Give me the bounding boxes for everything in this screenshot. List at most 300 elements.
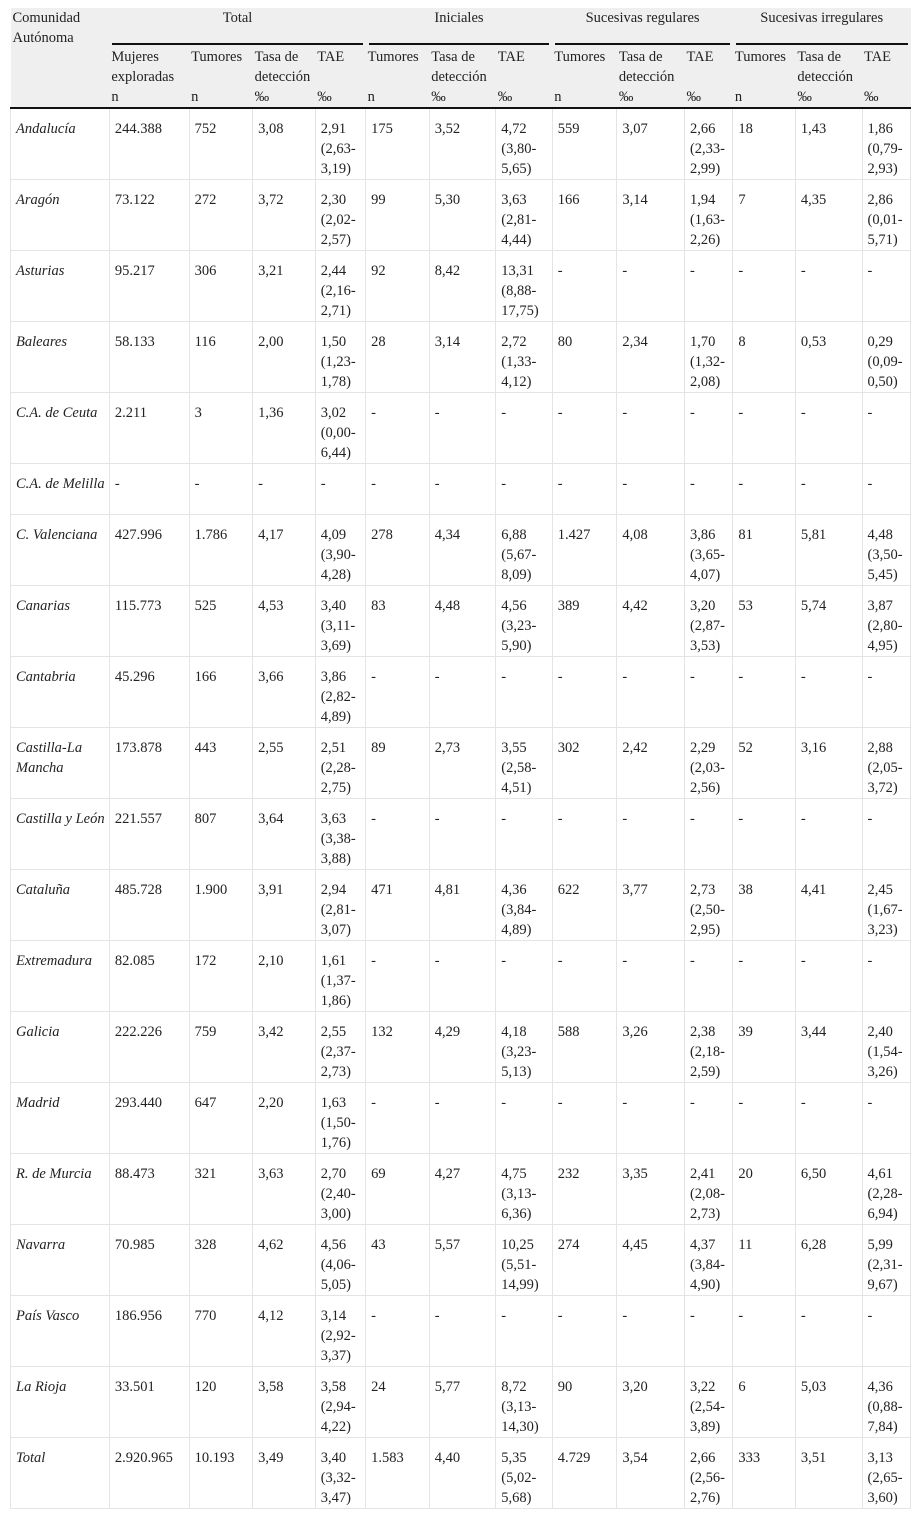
table-cell: - <box>733 1083 796 1154</box>
table-cell: 559 <box>552 108 617 180</box>
table-cell: - <box>617 393 685 464</box>
table-cell: - <box>366 657 430 728</box>
table-cell: - <box>684 1296 732 1367</box>
table-cell: 6 <box>733 1367 796 1438</box>
table-cell: - <box>862 393 911 464</box>
table-cell: 3,40 (3,32-3,47) <box>315 1438 365 1509</box>
table-cell: 6,50 <box>795 1154 862 1225</box>
table-cell: 69 <box>366 1154 430 1225</box>
table-cell: 1.786 <box>189 515 253 586</box>
region-cell: Galicia <box>11 1012 110 1083</box>
header-unit: ‰ <box>429 87 496 108</box>
table-cell: 52 <box>733 728 796 799</box>
table-cell: 5,77 <box>429 1367 496 1438</box>
table-cell: - <box>496 1083 553 1154</box>
region-cell: País Vasco <box>11 1296 110 1367</box>
table-cell: 1,94 (1,63-2,26) <box>684 180 732 251</box>
table-cell: - <box>496 657 553 728</box>
table-cell: 2,88 (2,05-3,72) <box>862 728 911 799</box>
table-row <box>11 393 911 464</box>
table-cell: 1,61 (1,37-1,86) <box>315 941 365 1012</box>
table-cell: 3,26 <box>617 1012 685 1083</box>
table-cell: 1,63 (1,50-1,76) <box>315 1083 365 1154</box>
header-unit: ‰ <box>862 87 911 108</box>
table-row <box>11 180 911 251</box>
table-cell: 302 <box>552 728 617 799</box>
table-row <box>11 1154 911 1225</box>
table-cell: 0,29 (0,09-0,50) <box>862 322 911 393</box>
table-cell: - <box>552 251 617 322</box>
table-cell: 2,38 (2,18-2,59) <box>684 1012 732 1083</box>
table-cell: 2,94 (2,81-3,07) <box>315 870 365 941</box>
region-cell: Castilla y León <box>11 799 110 870</box>
table-cell: - <box>552 799 617 870</box>
table-cell: 3,63 <box>253 1154 316 1225</box>
header-subcolumn: Tumores <box>366 45 430 87</box>
table-cell: 2,66 (2,56-2,76) <box>684 1438 732 1509</box>
table-cell: 3,58 <box>253 1367 316 1438</box>
table-cell: 120 <box>189 1367 253 1438</box>
table-cell: - <box>733 799 796 870</box>
table-cell: 471 <box>366 870 430 941</box>
table-cell: 4,62 <box>253 1225 316 1296</box>
table-cell: - <box>733 1296 796 1367</box>
table-cell: - <box>429 941 496 1012</box>
table-cell: 2.920.965 <box>109 1438 189 1509</box>
table-cell: 293.440 <box>109 1083 189 1154</box>
table-row <box>11 657 911 728</box>
table-cell: 1,70 (1,32-2,08) <box>684 322 732 393</box>
table-cell: 588 <box>552 1012 617 1083</box>
table-cell: - <box>733 941 796 1012</box>
table-cell: - <box>496 1296 553 1367</box>
table-cell: 2,51 (2,28-2,75) <box>315 728 365 799</box>
table-cell: 18 <box>733 108 796 180</box>
table-cell: 2.211 <box>109 393 189 464</box>
table-cell: 2,34 <box>617 322 685 393</box>
table-cell: - <box>733 657 796 728</box>
table-cell: 4,08 <box>617 515 685 586</box>
table-cell: - <box>617 251 685 322</box>
table-cell: 274 <box>552 1225 617 1296</box>
table-cell: - <box>429 1083 496 1154</box>
table-cell: - <box>253 464 316 515</box>
table-cell: 166 <box>189 657 253 728</box>
table-cell: 3,54 <box>617 1438 685 1509</box>
table-cell: 485.728 <box>109 870 189 941</box>
table-row <box>11 586 911 657</box>
table-cell: 4,36 (3,84-4,89) <box>496 870 553 941</box>
table-cell: 89 <box>366 728 430 799</box>
table-cell: 3,20 (2,87-3,53) <box>684 586 732 657</box>
table-cell: 2,86 (0,01-5,71) <box>862 180 911 251</box>
header-subcolumn: TAE <box>496 45 553 87</box>
table-cell: - <box>795 251 862 322</box>
table-cell: 3,52 <box>429 108 496 180</box>
header-subcolumn: Tumores <box>733 45 796 87</box>
table-cell: 2,55 <box>253 728 316 799</box>
table-cell: 11 <box>733 1225 796 1296</box>
table-cell: 1.583 <box>366 1438 430 1509</box>
table-cell: 24 <box>366 1367 430 1438</box>
table-cell: 95.217 <box>109 251 189 322</box>
table-cell: 7 <box>733 180 796 251</box>
table-cell: 443 <box>189 728 253 799</box>
table-cell: 4,09 (3,90-4,28) <box>315 515 365 586</box>
table-cell: 4,17 <box>253 515 316 586</box>
header-subcolumn: Tasa de detección <box>795 45 862 87</box>
table-cell: 173.878 <box>109 728 189 799</box>
table-cell: 2,73 <box>429 728 496 799</box>
table-cell: - <box>552 657 617 728</box>
table-cell: 2,40 (1,54-3,26) <box>862 1012 911 1083</box>
table-cell: 3,91 <box>253 870 316 941</box>
table-cell: - <box>552 1296 617 1367</box>
region-cell: Baleares <box>11 322 110 393</box>
table-cell: - <box>366 799 430 870</box>
table-cell: 306 <box>189 251 253 322</box>
table-cell: 2,73 (2,50-2,95) <box>684 870 732 941</box>
table-cell: 4,42 <box>617 586 685 657</box>
table-cell: 3,55 (2,58-4,51) <box>496 728 553 799</box>
table-cell: 53 <box>733 586 796 657</box>
table-cell: - <box>684 251 732 322</box>
table-cell: 88.473 <box>109 1154 189 1225</box>
header-unit: ‰ <box>617 87 685 108</box>
table-cell: 8 <box>733 322 796 393</box>
table-header <box>11 8 911 108</box>
header-subcolumn: Tasa de detección <box>253 45 316 87</box>
table-cell: 0,53 <box>795 322 862 393</box>
header-unit: n <box>552 87 617 108</box>
table-cell: 807 <box>189 799 253 870</box>
table-cell: 2,00 <box>253 322 316 393</box>
table-cell: 4,35 <box>795 180 862 251</box>
table-cell: 3,63 (2,81-4,44) <box>496 180 553 251</box>
table-cell: - <box>496 799 553 870</box>
table-cell: 3,07 <box>617 108 685 180</box>
table-cell: 244.388 <box>109 108 189 180</box>
region-cell: La Rioja <box>11 1367 110 1438</box>
table-cell: 759 <box>189 1012 253 1083</box>
header-subcolumn: Tumores <box>552 45 617 87</box>
table-cell: - <box>795 941 862 1012</box>
table-cell: 33.501 <box>109 1367 189 1438</box>
table-cell: 2,20 <box>253 1083 316 1154</box>
header-subcolumn: TAE <box>315 45 365 87</box>
table-cell: 82.085 <box>109 941 189 1012</box>
table-cell: - <box>862 251 911 322</box>
table-cell: 10.193 <box>189 1438 253 1509</box>
table-cell: - <box>733 393 796 464</box>
table-cell: - <box>429 393 496 464</box>
region-cell: Andalucía <box>11 108 110 180</box>
table-cell: 4,41 <box>795 870 862 941</box>
table-row <box>11 1012 911 1083</box>
table-cell: 5,81 <box>795 515 862 586</box>
table-cell: - <box>795 1296 862 1367</box>
table-cell: 2,91 (2,63-3,19) <box>315 108 365 180</box>
table-cell: 5,35 (5,02-5,68) <box>496 1438 553 1509</box>
table-cell: 2,45 (1,67-3,23) <box>862 870 911 941</box>
region-cell: C. Valenciana <box>11 515 110 586</box>
table-cell: - <box>795 1083 862 1154</box>
table-cell: - <box>795 799 862 870</box>
table-cell: - <box>429 657 496 728</box>
table-cell: 2,70 (2,40-3,00) <box>315 1154 365 1225</box>
header-unit: ‰ <box>253 87 316 108</box>
table-cell: 92 <box>366 251 430 322</box>
header-unit: n <box>733 87 796 108</box>
table-cell: 83 <box>366 586 430 657</box>
table-row <box>11 799 911 870</box>
table-cell: 2,55 (2,37-2,73) <box>315 1012 365 1083</box>
table-cell: 6,88 (5,67-8,09) <box>496 515 553 586</box>
table-row <box>11 728 911 799</box>
table-row <box>11 870 911 941</box>
table-cell: 2,30 (2,02-2,57) <box>315 180 365 251</box>
table-row <box>11 251 911 322</box>
table-body <box>11 108 911 1509</box>
table-cell: 3,21 <box>253 251 316 322</box>
header-unit: ‰ <box>684 87 732 108</box>
region-cell: Navarra <box>11 1225 110 1296</box>
header-unit: n <box>366 87 430 108</box>
table-cell: 28 <box>366 322 430 393</box>
table-cell: - <box>617 1296 685 1367</box>
table-cell: 272 <box>189 180 253 251</box>
table-cell: 172 <box>189 941 253 1012</box>
table-cell: - <box>684 393 732 464</box>
table-cell: - <box>617 464 685 515</box>
table-cell: 90 <box>552 1367 617 1438</box>
table-cell: - <box>617 1083 685 1154</box>
table-cell: - <box>366 393 430 464</box>
table-cell: - <box>617 657 685 728</box>
table-cell: - <box>552 393 617 464</box>
table-cell: - <box>684 1083 732 1154</box>
table-cell: - <box>684 657 732 728</box>
table-cell: - <box>189 464 253 515</box>
table-cell: 4,48 <box>429 586 496 657</box>
table-cell: 2,41 (2,08-2,73) <box>684 1154 732 1225</box>
table-cell: - <box>733 464 796 515</box>
table-cell: 3,64 <box>253 799 316 870</box>
table-cell: 4.729 <box>552 1438 617 1509</box>
table-row <box>11 1225 911 1296</box>
table-cell: 4,45 <box>617 1225 685 1296</box>
table-cell: 4,75 (3,13-6,36) <box>496 1154 553 1225</box>
table-cell: 4,53 <box>253 586 316 657</box>
table-cell: 3,86 (3,65-4,07) <box>684 515 732 586</box>
table-cell: 175 <box>366 108 430 180</box>
table-cell: - <box>862 941 911 1012</box>
table-cell: 2,72 (1,33-4,12) <box>496 322 553 393</box>
table-cell: - <box>552 464 617 515</box>
table-cell: - <box>684 941 732 1012</box>
table-row <box>11 322 911 393</box>
table-cell: 3,22 (2,54-3,89) <box>684 1367 732 1438</box>
table-cell: 8,42 <box>429 251 496 322</box>
table-cell: - <box>684 799 732 870</box>
table-cell: 3,77 <box>617 870 685 941</box>
table-cell: 13,31 (8,88-17,75) <box>496 251 553 322</box>
table-cell: 2,42 <box>617 728 685 799</box>
table-cell: 116 <box>189 322 253 393</box>
table-cell: 4,61 (2,28-6,94) <box>862 1154 911 1225</box>
table-cell: 4,40 <box>429 1438 496 1509</box>
table-cell: 70.985 <box>109 1225 189 1296</box>
header-subcolumn: Tumores <box>189 45 253 87</box>
header-group-iniciales: Iniciales <box>366 8 553 45</box>
region-cell: Asturias <box>11 251 110 322</box>
table-cell: 132 <box>366 1012 430 1083</box>
table-cell: 43 <box>366 1225 430 1296</box>
table-cell: 278 <box>366 515 430 586</box>
table-cell: 3,08 <box>253 108 316 180</box>
table-cell: 333 <box>733 1438 796 1509</box>
table-cell: 2,10 <box>253 941 316 1012</box>
table-cell: - <box>366 941 430 1012</box>
table-cell: 3,58 (2,94-4,22) <box>315 1367 365 1438</box>
header-unit: ‰ <box>496 87 553 108</box>
header-subcolumn: Tasa de detección <box>617 45 685 87</box>
table-cell: - <box>862 657 911 728</box>
table-cell: 4,72 (3,80-5,65) <box>496 108 553 180</box>
table-cell: - <box>366 464 430 515</box>
table-cell: 2,29 (2,03-2,56) <box>684 728 732 799</box>
table-cell: 752 <box>189 108 253 180</box>
header-group-sucesivas-regulares: Sucesivas regulares <box>552 8 733 45</box>
region-cell: Total <box>11 1438 110 1509</box>
table-cell: 232 <box>552 1154 617 1225</box>
table-cell: - <box>862 1296 911 1367</box>
region-cell: Castilla-La Mancha <box>11 728 110 799</box>
table-cell: 58.133 <box>109 322 189 393</box>
table-cell: - <box>109 464 189 515</box>
table-cell: 222.226 <box>109 1012 189 1083</box>
region-cell: C.A. de Ceuta <box>11 393 110 464</box>
region-cell: Madrid <box>11 1083 110 1154</box>
table-cell: 73.122 <box>109 180 189 251</box>
table-row <box>11 464 911 515</box>
table-cell: - <box>366 1296 430 1367</box>
table-row <box>11 515 911 586</box>
table-row <box>11 108 911 180</box>
table-cell: 427.996 <box>109 515 189 586</box>
table-cell: 5,57 <box>429 1225 496 1296</box>
table-cell: 80 <box>552 322 617 393</box>
table-cell: 3,14 <box>617 180 685 251</box>
table-row <box>11 1438 911 1509</box>
table-cell: 5,99 (2,31-9,67) <box>862 1225 911 1296</box>
table-cell: 4,12 <box>253 1296 316 1367</box>
header-subcolumn: TAE <box>684 45 732 87</box>
table-cell: 1,86 (0,79-2,93) <box>862 108 911 180</box>
table-cell: 1,43 <box>795 108 862 180</box>
table-cell: - <box>684 464 732 515</box>
table-cell: 3 <box>189 393 253 464</box>
header-unit: ‰ <box>315 87 365 108</box>
table-cell: - <box>617 799 685 870</box>
header-group-sucesivas-irregulares: Sucesivas irregulares <box>733 8 911 45</box>
table-cell: 3,20 <box>617 1367 685 1438</box>
header-region: Comunidad Autónoma <box>11 8 110 108</box>
table-cell: 321 <box>189 1154 253 1225</box>
table-cell: 3,44 <box>795 1012 862 1083</box>
table-cell: 3,86 (2,82-4,89) <box>315 657 365 728</box>
region-cell: C.A. de Melilla <box>11 464 110 515</box>
table-cell: - <box>552 1083 617 1154</box>
table-cell: - <box>617 941 685 1012</box>
table-cell: 3,51 <box>795 1438 862 1509</box>
table-cell: 3,16 <box>795 728 862 799</box>
table-cell: 3,02 (0,00-6,44) <box>315 393 365 464</box>
table-cell: 389 <box>552 586 617 657</box>
region-cell: Cataluña <box>11 870 110 941</box>
table-row <box>11 1083 911 1154</box>
table-cell: 39 <box>733 1012 796 1083</box>
table-cell: 647 <box>189 1083 253 1154</box>
table-cell: 3,14 <box>429 322 496 393</box>
table-cell: - <box>862 799 911 870</box>
table-cell: 4,27 <box>429 1154 496 1225</box>
region-cell: Cantabria <box>11 657 110 728</box>
region-cell: Aragón <box>11 180 110 251</box>
table-cell: 81 <box>733 515 796 586</box>
table-cell: - <box>862 464 911 515</box>
table-cell: 3,49 <box>253 1438 316 1509</box>
table-cell: - <box>552 941 617 1012</box>
table-cell: 45.296 <box>109 657 189 728</box>
table-cell: 328 <box>189 1225 253 1296</box>
table-cell: - <box>366 1083 430 1154</box>
table-cell: 5,30 <box>429 180 496 251</box>
header-subcolumn: Tasa de detección <box>429 45 496 87</box>
table-cell: 4,56 (4,06-5,05) <box>315 1225 365 1296</box>
header-unit: n <box>189 87 253 108</box>
table-cell: 4,34 <box>429 515 496 586</box>
region-cell: Extremadura <box>11 941 110 1012</box>
table-cell: 5,74 <box>795 586 862 657</box>
table-cell: 3,66 <box>253 657 316 728</box>
table-cell: 770 <box>189 1296 253 1367</box>
table-cell: 3,35 <box>617 1154 685 1225</box>
table-cell: 4,37 (3,84-4,90) <box>684 1225 732 1296</box>
table-cell: 3,40 (3,11-3,69) <box>315 586 365 657</box>
table-cell: 8,72 (3,13-14,30) <box>496 1367 553 1438</box>
table-cell: 4,81 <box>429 870 496 941</box>
table-cell: 1,36 <box>253 393 316 464</box>
screening-results-table <box>10 8 911 1509</box>
table-cell: - <box>429 464 496 515</box>
table-cell: 3,87 (2,80-4,95) <box>862 586 911 657</box>
table-cell: 622 <box>552 870 617 941</box>
table-row <box>11 1296 911 1367</box>
table-cell: 115.773 <box>109 586 189 657</box>
table-cell: 4,18 (3,23-5,13) <box>496 1012 553 1083</box>
table-cell: - <box>429 1296 496 1367</box>
table-cell: 3,13 (2,65-3,60) <box>862 1438 911 1509</box>
header-subcolumn: TAE <box>862 45 911 87</box>
table-cell: 4,29 <box>429 1012 496 1083</box>
header-subcolumn: Mujeres exploradas <box>109 45 189 87</box>
table-cell: 525 <box>189 586 253 657</box>
table-cell: 1.427 <box>552 515 617 586</box>
table-cell: - <box>795 657 862 728</box>
table-cell: 3,72 <box>253 180 316 251</box>
table-row <box>11 1367 911 1438</box>
